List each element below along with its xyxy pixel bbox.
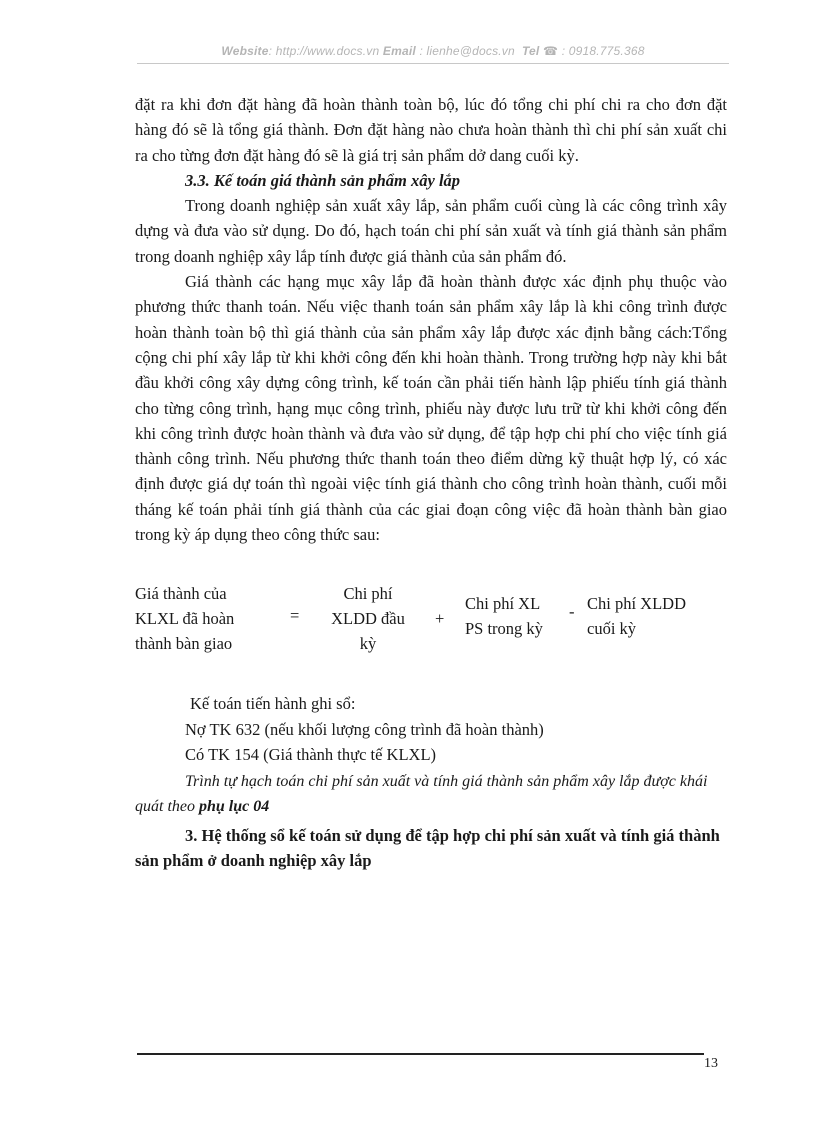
cost-formula xyxy=(135,581,727,661)
email-label: Email xyxy=(382,44,416,58)
tel-label: Tel xyxy=(521,44,540,58)
page-content xyxy=(135,92,727,873)
formula-closing-wip-term: Chi phí XLDD cuối kỳ xyxy=(587,594,686,639)
formula-in-period-term: Chi phí XL PS trong kỳ xyxy=(465,594,543,639)
ledger-debit-line: Nợ TK 632 (nếu khối lượng công trình đã hoàn thành) xyxy=(185,719,544,739)
page-header xyxy=(137,44,729,58)
paragraph-2: Giá thành các hạng mục xây lắp đã hoàn thành được xác định phụ thuộc vào phương thức thanh toán. Nếu việc thanh toán sản phẩm xây lắp là khi công trình được hoàn thành toàn bộ thì giá thành của sản phẩm xây lắp được xác định bằng cách:Tổng cộng chi phí xây lắp từ khi khởi công đến khi hoàn thành. Trong trường hợp này khi bắt đầu khởi công xây dựng công trình, kế toán cần phải tiến hành lập phiếu tính giá thành cho từng công trình, hạng mục công trình, phiếu này được lưu trữ từ khi khởi công đến khi công trình được hoàn thành và đưa vào sử dụng, để tập hợp chi phí cho việc tính giá thành công trình. Nếu phương thức thanh toán theo điểm dừng kỹ thuật hợp lý, có xác định được giá dự toán thì ngoài việc tính giá thành cho công trình hoàn thành, cuối mỗi tháng kế toán phải tính giá thành của các giai đoạn công việc đã hoàn thành bàn giao trong kỳ áp dụng theo công thức sau: xyxy=(135,272,727,545)
tel-value: ☎ : 0918.775.368 xyxy=(543,44,645,58)
ledger-entries xyxy=(135,691,727,767)
formula-plus-sign: + xyxy=(435,609,445,629)
appendix-reference: phụ lục 04 xyxy=(199,798,270,816)
email-value: : lienhe@docs.vn xyxy=(419,44,515,58)
formula-minus-sign: - xyxy=(569,602,575,622)
footer-divider xyxy=(137,1053,704,1055)
website-value: : http://www.docs.vn xyxy=(268,44,380,58)
website-label: Website xyxy=(221,44,269,58)
formula-opening-wip-term: Chi phí XLDD đầu kỳ xyxy=(331,584,405,654)
page-number: 13 xyxy=(704,1056,718,1071)
formula-result-term: Giá thành của KLXL đã hoàn thành bàn giao xyxy=(135,584,235,654)
formula-equals-sign: = xyxy=(290,606,300,626)
ledger-credit-line: Có TK 154 (Giá thành thực tế KLXL) xyxy=(185,744,437,764)
procedure-note: Trình tự hạch toán chi phí sản xuất và tính giá thành sản phẩm xây lắp được khái quát theo phụ lục 04 xyxy=(135,773,708,816)
header-divider xyxy=(137,63,729,64)
intro-paragraph: đặt ra khi đơn đặt hàng đã hoàn thành toàn bộ, lúc đó tổng chi phí chi ra cho đơn đặt hàng đó sẽ là tổng giá thành. Đơn đặt hàng nào chưa hoàn thành thì chi phí sản xuất chi ra cho từng đơn đặt hàng đó sẽ là giá trị sản phẩm dở dang cuối kỳ. xyxy=(135,95,727,165)
section-heading-3: 3. Hệ thống sổ kế toán sử dụng để tập hợp chi phí sản xuất và tính giá thành sản phẩm ở doanh nghiệp xây lắp xyxy=(135,826,720,871)
ledger-intro: Kế toán tiến hành ghi sổ: xyxy=(190,694,356,714)
section-heading-3-3: 3.3. Kế toán giá thành sản phẩm xây lắp xyxy=(185,170,461,190)
paragraph-1: Trong doanh nghiệp sản xuất xây lắp, sản phẩm cuối cùng là các công trình xây dựng và đưa vào sử dụng. Do đó, hạch toán chi phí sản xuất và tính giá thành sản phẩm trong doanh nghiệp xây lắp tính được giá thành của sản phẩm đó. xyxy=(135,196,727,266)
